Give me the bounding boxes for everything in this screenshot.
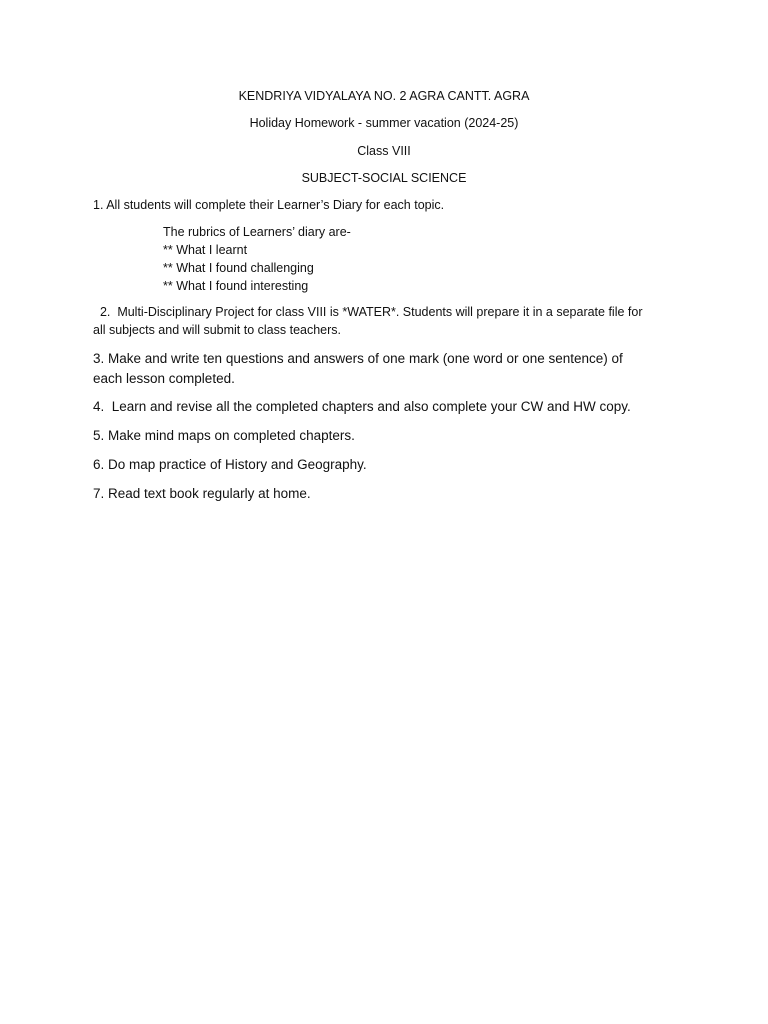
item-7: 7. Read text book regularly at home. <box>93 486 311 501</box>
item-1: 1. All students will complete their Learner’s Diary for each topic. <box>93 198 445 212</box>
subject-label: SUBJECT-SOCIAL SCIENCE <box>301 171 467 185</box>
rubric-item-3: ** What I found interesting <box>163 279 309 293</box>
item-2-line-1: 2. Multi-Disciplinary Project for class VIII is *WATER*. Students will prepare it in a separate file for <box>93 305 643 319</box>
rubrics-title: The rubrics of Learners’ diary are- <box>163 225 351 239</box>
class-label: Class VIII <box>357 144 411 158</box>
item-5: 5. Make mind maps on completed chapters. <box>93 428 355 443</box>
rubric-item-2: ** What I found challenging <box>163 261 314 275</box>
item-2-line-2: all subjects and will submit to class teachers. <box>93 323 342 337</box>
item-6: 6. Do map practice of History and Geography. <box>93 457 367 472</box>
school-name: KENDRIYA VIDYALAYA NO. 2 AGRA CANTT. AGRA <box>238 89 530 103</box>
item-3-line-2: each lesson completed. <box>93 371 235 386</box>
homework-title: Holiday Homework - summer vacation (2024-25) <box>249 116 519 130</box>
item-3-line-1: 3. Make and write ten questions and answers of one mark (one word or one sentence) of <box>93 351 623 366</box>
rubric-item-1: ** What I learnt <box>163 243 248 257</box>
item-4: 4. Learn and revise all the completed chapters and also complete your CW and HW copy. <box>93 399 631 414</box>
